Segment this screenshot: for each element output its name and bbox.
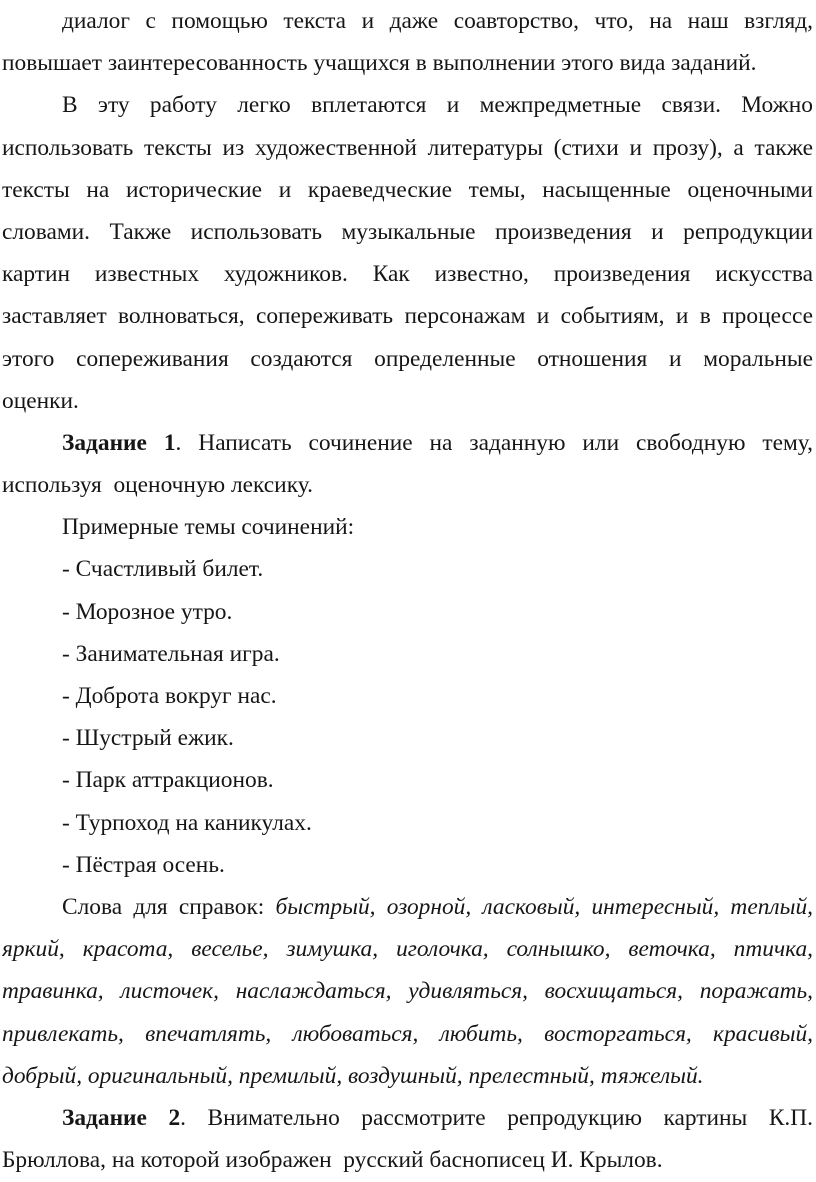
text-run: - Пёстрая осень.	[62, 851, 225, 878]
text-run: - Шустрый ежик.	[62, 725, 234, 752]
text-run: заставляет волноваться, сопереживать персонажам и событиям, и в процессе	[2, 303, 813, 330]
text-run: использовать тексты из художественной литературы (стихи и прозу), а также	[2, 134, 813, 161]
intro-paragraph-line	[2, 169, 813, 211]
task-2-line	[2, 1097, 813, 1139]
task-1-line	[2, 464, 813, 506]
text-run: - Счастливый билет.	[62, 556, 264, 583]
topic-list-item	[2, 759, 813, 801]
reference-word-run: яркий, красота, веселье, зимушка, иголочка, солнышко, веточка, птичка,	[2, 936, 813, 963]
text-run: повышает заинтересованность учащихся в выполнении этого вида заданий.	[2, 50, 757, 77]
text-run: этого сопереживания создаются определенные отношения и моральные	[2, 345, 813, 372]
topic-list-item	[2, 675, 813, 717]
reference-words-line	[2, 886, 813, 928]
text-run: . Написать сочинение на заданную или свободную тему,	[175, 429, 813, 456]
topic-list-item	[2, 717, 813, 759]
intro-paragraph-line	[2, 295, 813, 337]
topic-list-item	[2, 591, 813, 633]
topics-heading-line	[2, 506, 813, 548]
intro-paragraph-line	[2, 127, 813, 169]
reference-words-label: Слова для справок:	[62, 893, 276, 920]
intro-paragraph-line	[2, 211, 813, 253]
text-run: - Доброта вокруг нас.	[62, 683, 277, 709]
reference-word-run: добрый, оригинальный, премилый, воздушный, прелестный, тяжелый.	[2, 1062, 704, 1089]
reference-word-run: быстрый, озорной, ласковый, интересный, теплый,	[275, 893, 813, 920]
text-run: - Занимательная игра.	[62, 640, 280, 667]
topic-list-item	[2, 844, 813, 886]
text-run: Примерные темы сочинений:	[62, 514, 355, 541]
intro-paragraph-line	[2, 0, 813, 42]
text-run: тексты на исторические и краеведческие темы, насыщенные оценочными	[2, 176, 813, 203]
task-1-label: Задание 1	[62, 429, 176, 456]
reference-words-line	[2, 1013, 813, 1055]
topic-list-item	[2, 802, 813, 844]
text-run: . Внимательно рассмотрите репродукцию картины К.П.	[180, 1104, 813, 1131]
text-run: картин известных художников. Как известно, произведения искусства	[2, 261, 813, 288]
text-run: оценки.	[2, 387, 79, 414]
text-run: В эту работу легко вплетаются и межпредметные связи. Можно	[62, 92, 813, 119]
intro-paragraph-line	[2, 253, 813, 295]
reference-words-line	[2, 970, 813, 1012]
text-run: используя оценочную лексику.	[2, 472, 313, 499]
reference-words-line	[2, 1055, 813, 1097]
task-2-line	[2, 1139, 813, 1181]
intro-paragraph-line	[2, 84, 813, 126]
task-2-label: Задание 2	[62, 1104, 181, 1131]
text-run: - Турпоход на каникулах.	[62, 809, 312, 836]
reference-word-run: привлекать, впечатлять, любоваться, любить, восторгаться, красивый,	[2, 1020, 813, 1047]
task-1-line	[2, 422, 813, 464]
intro-paragraph-line	[2, 380, 813, 422]
topic-list-item	[2, 633, 813, 675]
reference-words-line	[2, 928, 813, 970]
topic-list-item	[2, 548, 813, 590]
text-run: словами. Также использовать музыкальные произведения и репродукции	[2, 218, 813, 245]
text-run: - Морозное утро.	[62, 598, 233, 625]
intro-paragraph-line	[2, 338, 813, 380]
intro-paragraph-line	[2, 42, 813, 84]
reference-word-run: травинка, листочек, наслаждаться, удивляться, восхищаться, поражать,	[2, 978, 813, 1005]
text-run: - Парк аттракционов.	[62, 767, 274, 794]
text-run: Брюллова, на которой изображен русский баснописец И. Крылов.	[2, 1147, 663, 1174]
text-run: диалог с помощью текста и даже соавторство, что, на наш взгляд,	[62, 8, 813, 34]
